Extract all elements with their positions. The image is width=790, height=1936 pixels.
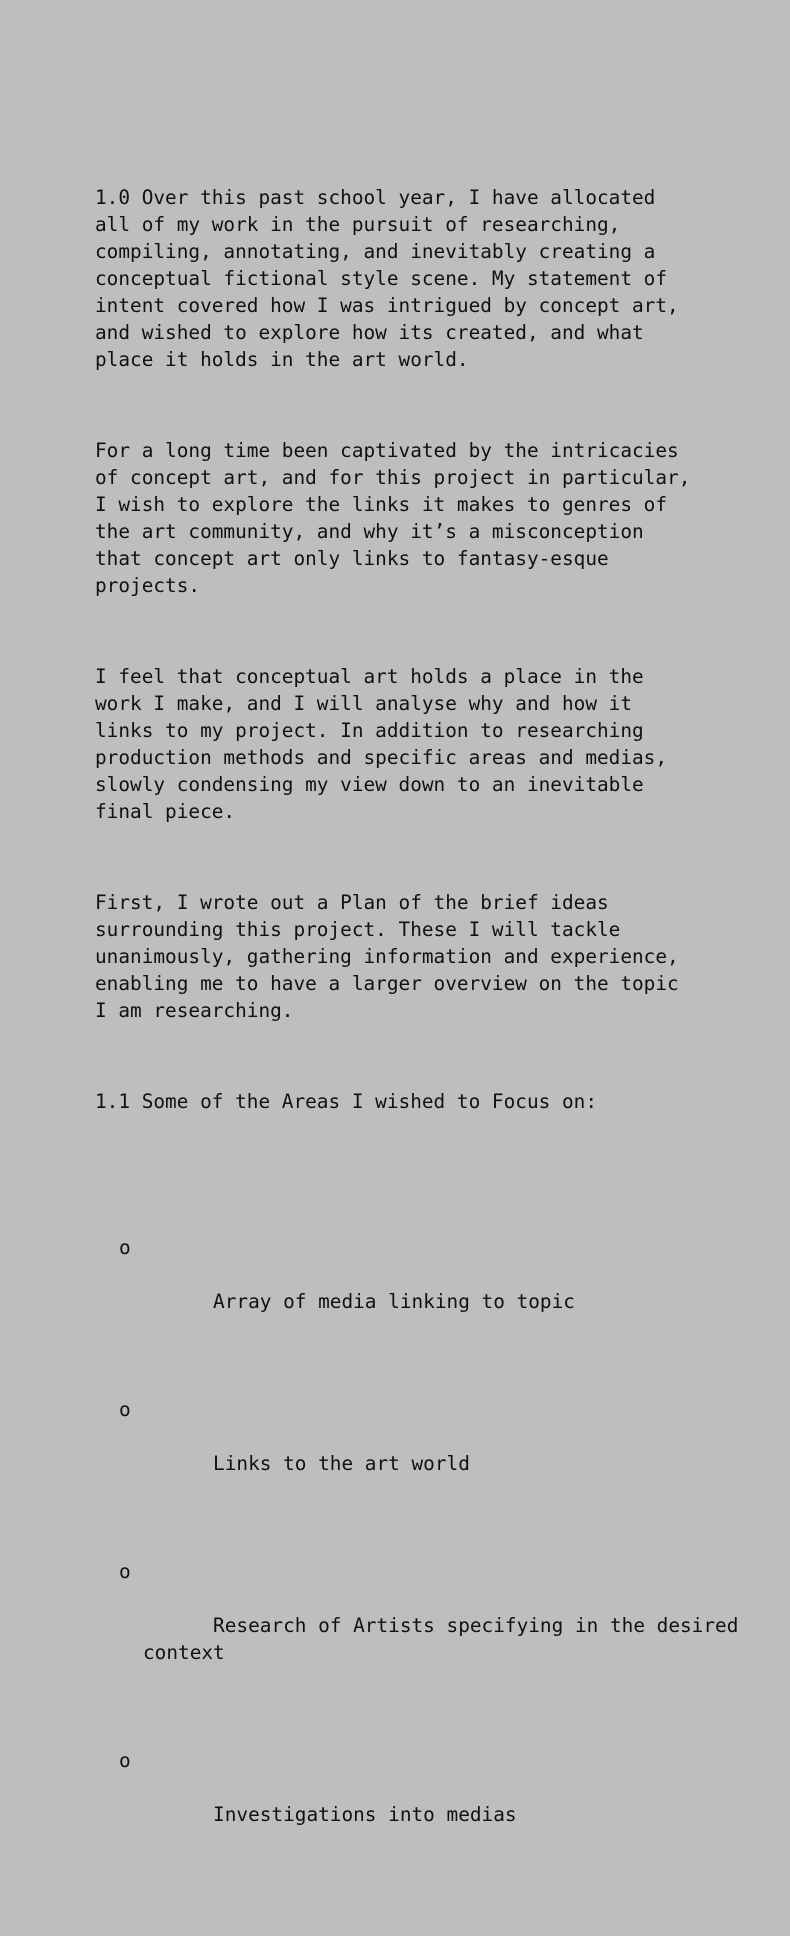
list-item-text: Investigations into medias	[213, 1803, 517, 1826]
paragraph-concept-art: For a long time been captivated by the intricacies of concept art, and for this project in particular, I wish to explore the links it makes to genres of the art community, and why it’s a misconception that concept art only links to fantasy-esque projects.	[95, 439, 691, 597]
bullet-icon: o	[119, 1749, 131, 1772]
list-item	[95, 1747, 765, 1855]
document-page	[95, 130, 765, 1936]
focus-list	[95, 1180, 765, 1909]
section-heading: 1.1 Some of the Areas I wished to Focus on:	[95, 1090, 597, 1113]
list-item-text: Array of media linking to topic	[213, 1290, 575, 1313]
paragraph-conceptual-art: I feel that conceptual art holds a place in the work I make, and I will analyse why and how it links to my project. In addition to researching production methods and specific areas and medias, slowly condensing my view down to an inevitable final piece.	[95, 665, 668, 823]
bullet-icon: o	[119, 1398, 131, 1421]
bullet-icon: o	[119, 1236, 131, 1259]
list-item	[95, 1558, 765, 1693]
paragraph-intro: 1.0 Over this past school year, I have allocated all of my work in the pursuit of researching, compiling, annotating, and inevitably creating a conceptual fictional style scene. My statement of intent covered how I was intrigued by concept art, and wished to explore how its created, and what place it holds in the art world.	[95, 186, 679, 371]
list-item-text: Links to the art world	[213, 1452, 470, 1475]
list-item-text: Research of Artists specifying in the desired context	[143, 1614, 739, 1664]
list-item	[95, 1396, 765, 1504]
paragraph-plan: First, I wrote out a Plan of the brief ideas surrounding this project. These I will tackle unanimously, gathering information and experience, enabling me to have a larger overview on the topic I am researching.	[95, 891, 679, 1022]
list-item	[95, 1234, 765, 1342]
bullet-icon: o	[119, 1560, 131, 1583]
